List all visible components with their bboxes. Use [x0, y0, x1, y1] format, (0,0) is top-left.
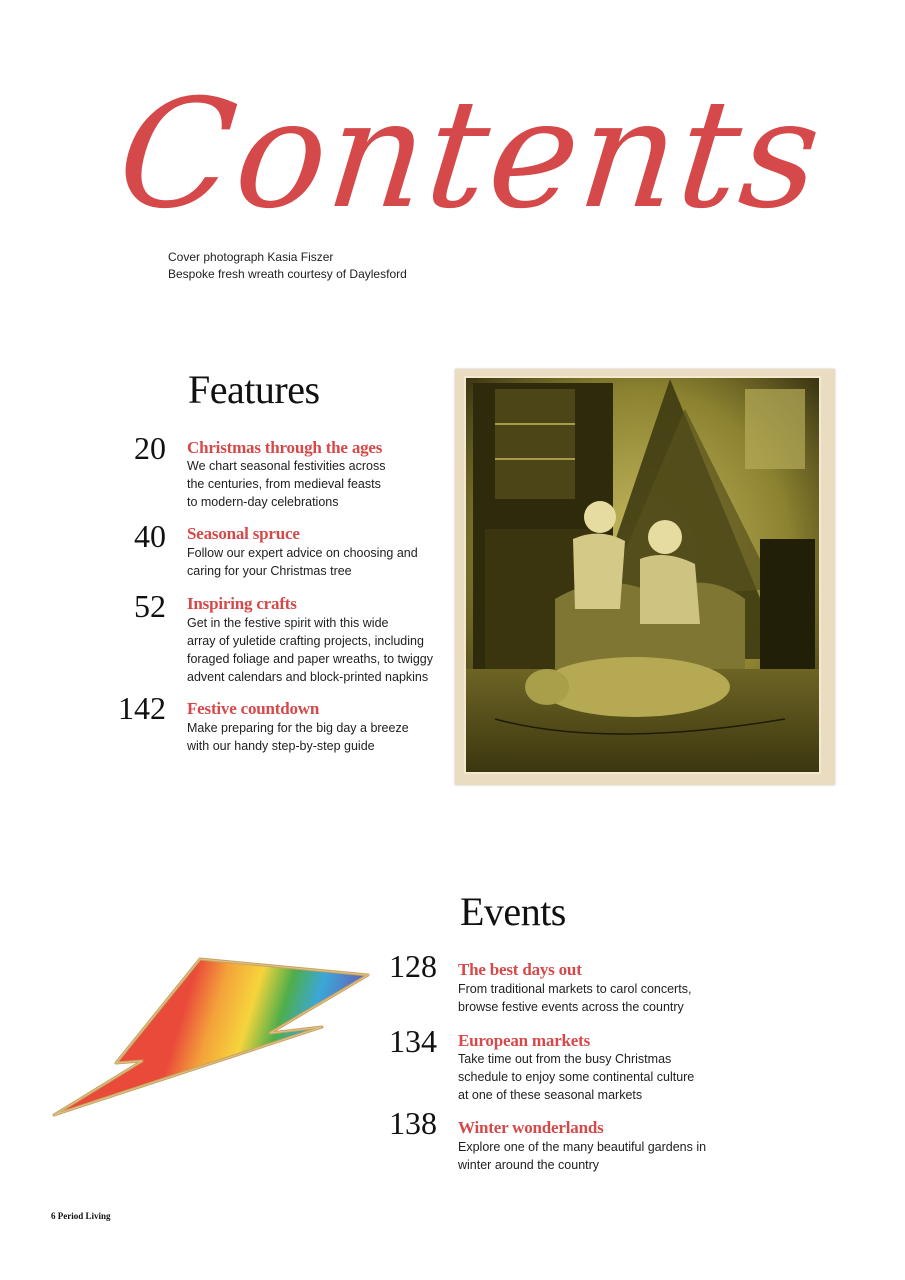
wreath-credit: Bespoke fresh wreath courtesy of Daylesford	[168, 267, 407, 281]
article-description	[458, 980, 691, 1016]
rainbow-lightning-bolt-dish	[50, 955, 370, 1125]
cover-credit: Cover photograph Kasia Fiszer	[168, 250, 334, 264]
article-title[interactable]: Winter wonderlands	[458, 1118, 604, 1137]
description-line: browse festive events across the country	[458, 1000, 684, 1014]
description-line: Explore one of the many beautiful gardens in	[458, 1140, 707, 1154]
page-number: 40	[134, 518, 166, 554]
photo-illustration	[455, 369, 835, 785]
description-line: Follow our expert advice on choosing and	[187, 546, 418, 560]
page-number: 20	[134, 430, 166, 466]
events-heading: Events	[460, 889, 566, 934]
article-description	[187, 457, 385, 511]
page-number: 134	[389, 1023, 437, 1059]
article-title[interactable]: European markets	[458, 1031, 591, 1050]
description-line: schedule to enjoy some continental culture	[458, 1070, 695, 1084]
article-description	[187, 719, 409, 755]
footer-page-number: 6	[51, 1211, 56, 1221]
features-heading: Features	[188, 367, 320, 412]
article-description	[458, 1138, 706, 1174]
page-number: 142	[118, 690, 166, 726]
footer-magazine-name: Period Living	[57, 1211, 111, 1221]
article-title[interactable]: Festive countdown	[187, 699, 320, 718]
article-description	[458, 1050, 694, 1104]
description-line: We chart seasonal festivities across	[187, 459, 386, 473]
article-description	[187, 544, 418, 580]
description-line: the centuries, from medieval feasts	[187, 477, 381, 491]
article-title[interactable]: Inspiring crafts	[187, 594, 297, 613]
description-line: advent calendars and block-printed napkins	[187, 670, 429, 684]
article-title[interactable]: The best days out	[458, 960, 582, 979]
article-title[interactable]: Christmas through the ages	[187, 438, 383, 457]
description-line: Take time out from the busy Christmas	[458, 1052, 672, 1066]
article-title[interactable]: Seasonal spruce	[187, 524, 300, 543]
description-line: From traditional markets to carol concerts,	[458, 982, 692, 996]
description-line: at one of these seasonal markets	[458, 1088, 643, 1102]
page-number: 138	[389, 1105, 437, 1141]
page-footer	[51, 1211, 111, 1221]
description-line: with our handy step-by-step guide	[187, 739, 375, 753]
article-description	[187, 614, 433, 686]
description-line: winter around the country	[458, 1158, 600, 1172]
vintage-christmas-photo	[455, 369, 835, 785]
description-line: caring for your Christmas tree	[187, 564, 352, 578]
description-line: Get in the festive spirit with this wide	[187, 616, 389, 630]
page-number: 128	[389, 948, 437, 984]
description-line: array of yuletide crafting projects, including	[187, 634, 424, 648]
description-line: Make preparing for the big day a breeze	[187, 721, 409, 735]
credits	[168, 249, 407, 283]
description-line: foraged foliage and paper wreaths, to twiggy	[187, 652, 433, 666]
lightning-bolt-icon	[50, 955, 370, 1120]
page-title: Contents	[110, 68, 830, 242]
page-number: 52	[134, 588, 166, 624]
description-line: to modern-day celebrations	[187, 495, 339, 509]
